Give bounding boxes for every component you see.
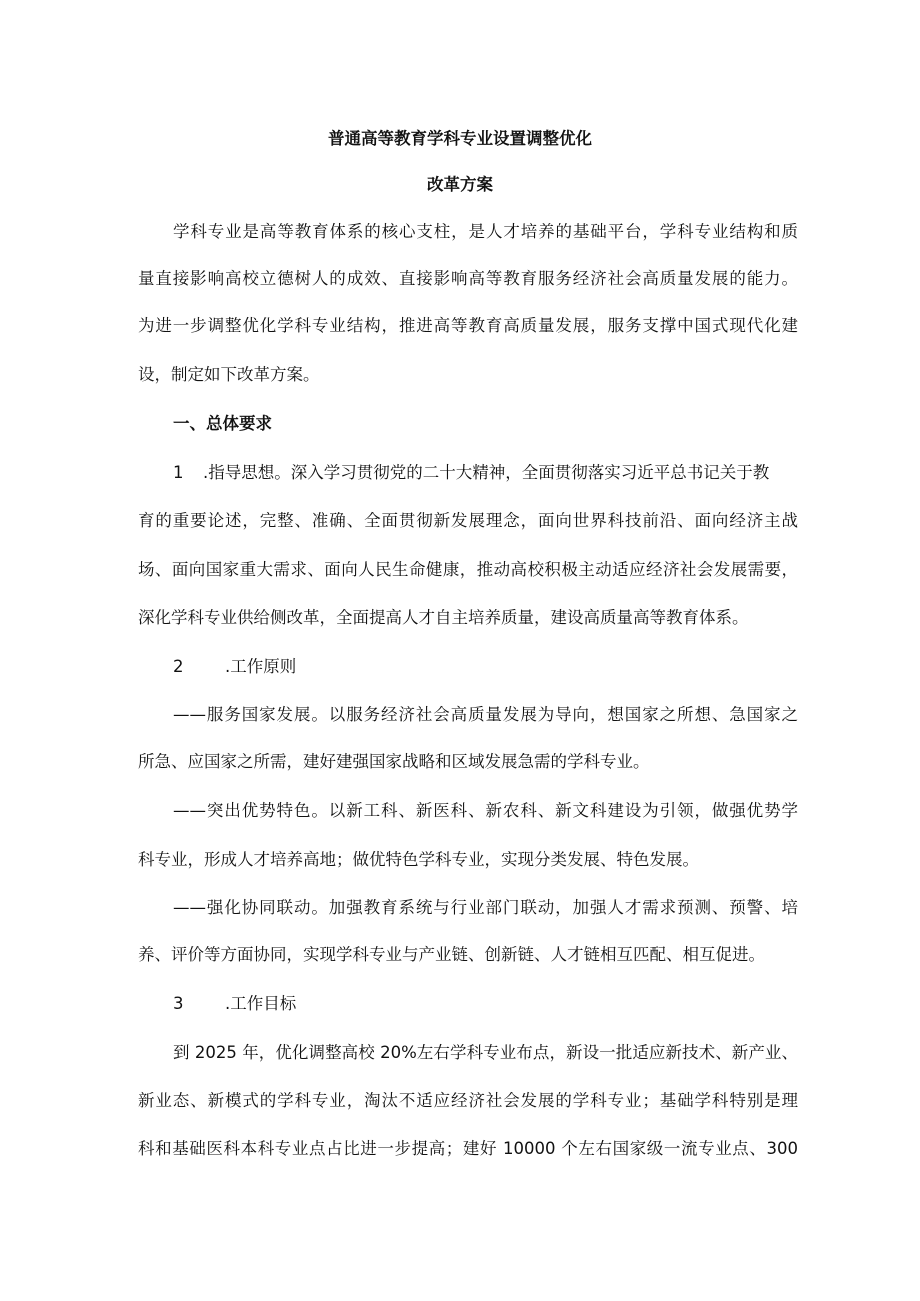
item2-heading	[173, 655, 798, 679]
principle2-line-1: ——突出优势特色。以新工科、新医科、新农科、新文科建设为引领，做强优势学	[173, 801, 798, 820]
item1-text-1: .指导思想。深入学习贯彻党的二十大精神，全面贯彻落实习近平总书记关于教	[203, 463, 770, 482]
item3-heading	[173, 992, 798, 1016]
item3-label: .工作目标	[225, 994, 297, 1013]
item3-number: 3	[173, 994, 184, 1013]
intro-line-2: 量直接影响高校立德树人的成效、直接影响高等教育服务经济社会高质量发展的能力。	[138, 269, 798, 288]
goal-line-2: 新业态、新模式的学科专业，淘汰不适应经济社会发展的学科专业；基础学科特别是理	[138, 1091, 798, 1110]
principle3-line-2: 养、评价等方面协同，实现学科专业与产业链、创新链、人才链相互匹配、相互促进。	[138, 945, 765, 964]
section-heading-overall-requirements: 一、总体要求	[173, 414, 272, 433]
item1-line-4: 深化学科专业供给侧改革，全面提高人才自主培养质量，建设高质量高等教育体系。	[138, 608, 749, 627]
principle3-line-1: ——强化协同联动。加强教育系统与行业部门联动，加强人才需求预测、预警、培	[173, 898, 798, 917]
item2-label: .工作原则	[225, 657, 297, 676]
intro-line-4: 设，制定如下改革方案。	[138, 365, 320, 384]
item1-line-2: 育的重要论述，完整、准确、全面贯彻新发展理念，面向世界科技前沿、面向经济主战	[138, 511, 798, 530]
item2-number: 2	[173, 657, 184, 676]
goal-line-3: 科和基础医科本科专业点占比进一步提高；建好 10000 个左右国家级一流专业点、300	[138, 1139, 798, 1158]
principle1-line-1: ——服务国家发展。以服务经济社会高质量发展为导向，想国家之所想、急国家之	[173, 705, 798, 724]
document-title: 普通高等教育学科专业设置调整优化	[328, 129, 592, 148]
item1-line-1	[173, 461, 798, 485]
intro-line-3: 为进一步调整优化学科专业结构，推进高等教育高质量发展，服务支撑中国式现代化建	[138, 316, 798, 335]
intro-line-1: 学科专业是高等教育体系的核心支柱，是人才培养的基础平台，学科专业结构和质	[173, 222, 798, 241]
document-subtitle: 改革方案	[427, 175, 493, 194]
goal-line-1: 到 2025 年，优化调整高校 20%左右学科专业布点，新设一批适应新技术、新产业、	[173, 1043, 798, 1062]
item1-number: 1	[173, 463, 184, 482]
principle1-line-2: 所急、应国家之所需，建好建强国家战略和区域发展急需的学科专业。	[138, 752, 650, 771]
item1-line-3: 场、面向国家重大需求、面向人民生命健康，推动高校积极主动适应经济社会发展需要，	[138, 560, 798, 579]
principle2-line-2: 科专业，形成人才培养高地；做优特色学科专业，实现分类发展、特色发展。	[138, 850, 699, 869]
